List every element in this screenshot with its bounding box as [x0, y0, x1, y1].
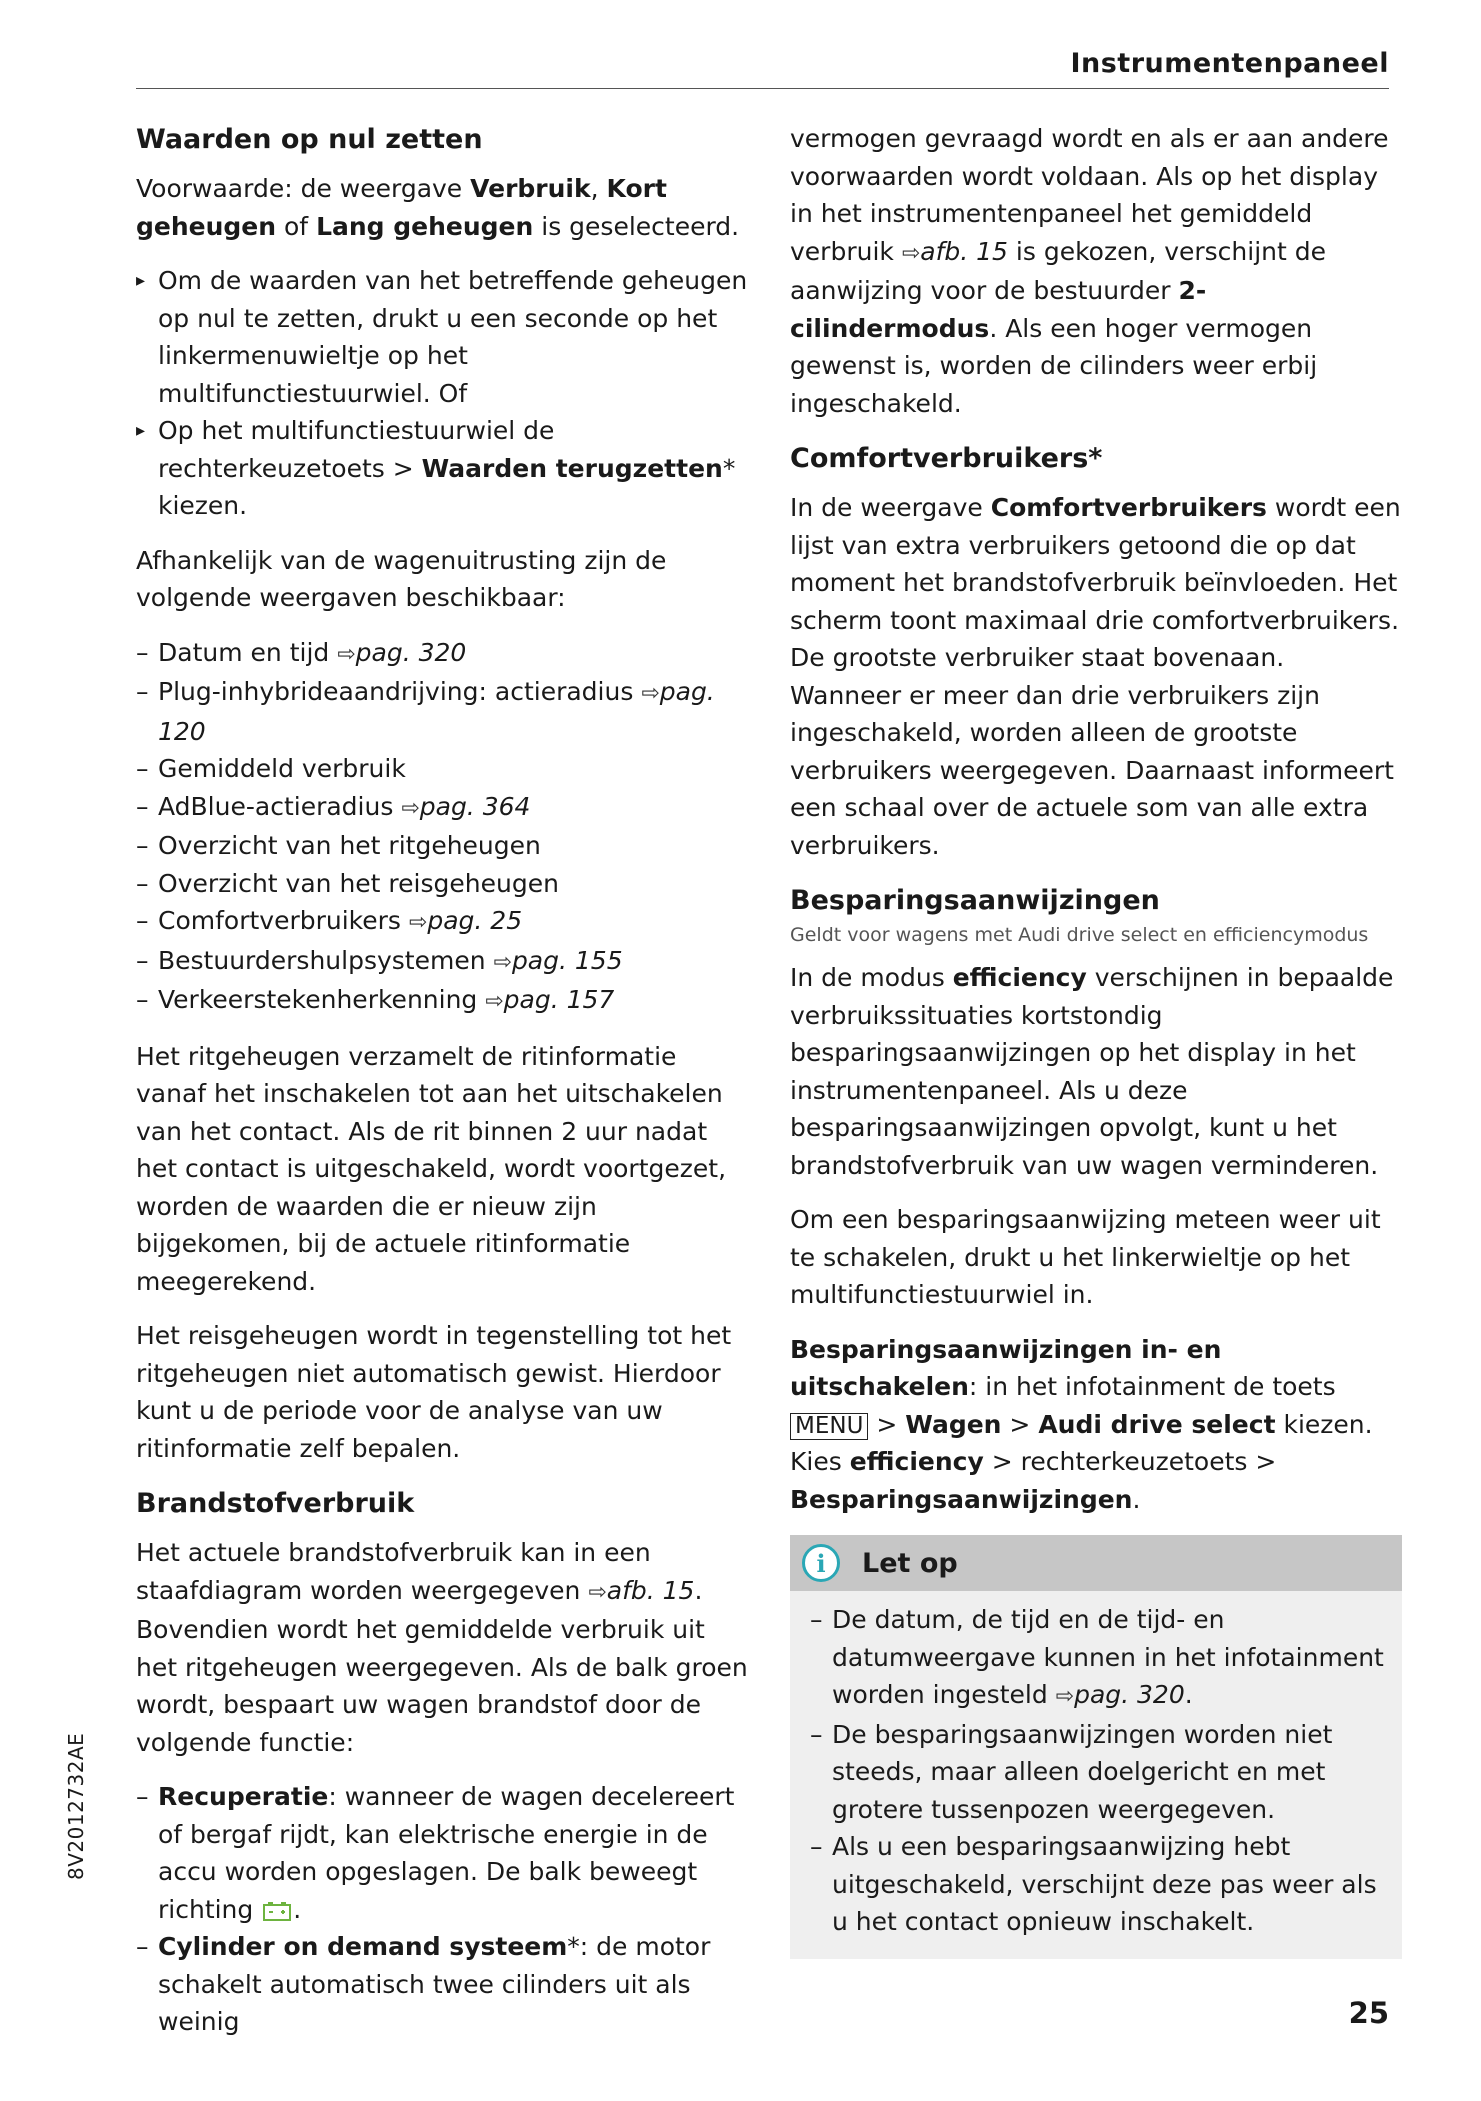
fuel-paragraph: Het actuele brandstofverbruik kan in een staafdiagram worden weergegeven ⇨afb. 15. Bovendien wordt het gemiddelde verbruik uit het ritgeheugen weergegeven. Als de balk groen wordt, bespaart uw wagen brandstof door de volgende functie: — [136, 1538, 748, 1757]
availability-paragraph: Afhankelijk van de wagenuitrusting zijn de volgende weergaven beschikbaar: — [136, 545, 667, 612]
header-rule — [136, 88, 1389, 89]
step-item: ▸ Op het multifunctiestuurwiel de rechterkeuzetoets > Waarden terugzetten* kiezen. — [136, 416, 736, 520]
left-column — [136, 120, 748, 2058]
step-item: ▸ Om de waarden van het betreffende geheugen op nul te zetten, drukt u een seconde op het linkermenuwieltje op het multifunctiestuurwiel. Of — [136, 266, 748, 408]
list-item: – Overzicht van het reisgeheugen — [136, 868, 559, 898]
dismiss-paragraph: Om een besparingsaanwijzing meteen weer uit te schakelen, drukt u het linkerwieltje op het multifunctiestuurwiel in. — [790, 1205, 1381, 1309]
list-item: – Overzicht van het ritgeheugen — [136, 831, 541, 860]
heading-reset: Waarden op nul zetten — [136, 124, 483, 155]
comfort-paragraph: In de weergave Comfortverbruikers wordt een lijst van extra verbruikers getoond die op dat moment het brandstofverbruik beïnvloeden. Het scherm toont maximaal drie comfortverbruikers. De grootste verbruiker staat bovenaan. Wanneer er meer dan drie verbruikers zijn ingeschakeld, worden alleen de grootste verbruikers weergegeven. Daarnaast informeert een schaal over de actuele som van alle extra verbruikers. — [790, 493, 1401, 860]
list-item: – Bestuurdershulpsystemen ⇨pag. 155 — [136, 945, 623, 975]
menu-key: MENU — [790, 1413, 868, 1440]
savings-applicability-note: Geldt voor wagens met Audi drive select en efficiencymodus — [790, 924, 1369, 946]
arrow-icon: ⇨ — [901, 240, 921, 266]
page-header-title: Instrumentenpaneel — [1070, 48, 1389, 79]
arrow-icon: ⇨ — [1055, 1684, 1075, 1709]
list-item: – Verkeerstekenherkenning ⇨pag. 157 — [136, 985, 615, 1014]
arrow-icon: ⇨ — [337, 641, 356, 667]
note-box — [790, 1535, 1402, 1959]
list-item: – Recuperatie: wanneer de wagen decelereert of bergaf rijdt, kan elektrische energie in de accu worden opgeslagen. De balk beweegt richting . — [136, 1782, 735, 1924]
note-list — [790, 1601, 1402, 1941]
list-item: – Plug-inhybrideaandrijving: actieradius ⇨pag. 120 — [136, 677, 715, 746]
note-box-title: Let op — [862, 1547, 958, 1579]
page-number: 25 — [1348, 1996, 1389, 2030]
condition-paragraph: Voorwaarde: de weergave Verbruik, Kort geheugen of Lang geheugen is geselecteerd. — [136, 174, 740, 241]
list-item: – Cylinder on demand systeem*: de motor schakelt automatisch twee cilinders uit als weinig — [136, 1932, 711, 2036]
battery-icon — [261, 1899, 293, 1923]
cylinder-continuation-paragraph: vermogen gevraagd wordt en als er aan andere voorwaarden wordt voldaan. Als op het display in het instrumentenpaneel het gemiddeld verbruik ⇨afb. 15 is gekozen, verschijnt de aanwijzing voor de bestuurder 2-cilindermodus. Als een hoger vermogen gewenst is, worden de cilinders weer erbij ingeschakeld. — [790, 124, 1389, 418]
trip-memory-paragraph: Het ritgeheugen verzamelt de ritinformatie vanaf het inschakelen tot aan het uitschakelen van het contact. Als de rit binnen 2 uur nadat het contact is uitgeschakeld, wordt voortgezet, worden de waarden die er nieuw zijn bijgekomen, bij de actuele ritinformatie meegerekend. — [136, 1041, 727, 1296]
heading-fuel: Brandstofverbruik — [136, 1488, 415, 1519]
display-list — [136, 634, 748, 1021]
arrow-icon: ⇨ — [641, 681, 660, 706]
info-icon: i — [802, 1544, 840, 1582]
list-item: – Datum en tijd ⇨pag. 320 — [136, 637, 467, 667]
reset-steps — [136, 262, 748, 525]
efficiency-paragraph: In de modus efficiency verschijnen in bepaalde verbruikssituaties kortstondig besparingsaanwijzingen op het display in het instrumentenpaneel. Als u deze besparingsaanwijzingen opvolgt, kunt u het brandstofverbruik van uw wagen verminderen. — [790, 963, 1394, 1180]
list-item: – Comfortverbruikers ⇨pag. 25 — [136, 906, 523, 935]
note-box-header — [790, 1535, 1402, 1591]
arrow-icon: ⇨ — [485, 989, 504, 1014]
arrow-icon: ⇨ — [408, 910, 428, 935]
heading-savings: Besparingsaanwijzingen — [790, 885, 1160, 916]
arrow-icon: ⇨ — [588, 1579, 607, 1605]
list-item: – De besparingsaanwijzingen worden niet steeds, maar alleen doelgericht en met grotere tussenpozen weergegeven. — [810, 1719, 1333, 1824]
heading-comfort: Comfortverbruikers* — [790, 443, 1103, 474]
list-item: – Gemiddeld verbruik — [136, 754, 406, 783]
list-item: – De datum, de tijd en de tijd- en datumweergave kunnen in het infotainment worden ingesteld ⇨pag. 320. — [810, 1605, 1384, 1709]
list-item: – Als u een besparingsaanwijzing hebt uitgeschakeld, verschijnt deze pas weer als u het contact opnieuw inschakelt. — [810, 1832, 1377, 1936]
document-code: 8V2012732AE — [64, 1732, 88, 1880]
right-column — [790, 120, 1402, 1959]
toggle-paragraph: Besparingsaanwijzingen in- en uitschakelen: in het infotainment de toets MENU > Wagen > Audi drive select kiezen. Kies efficiency > rechterkeuzetoets > Besparingsaanwijzingen. — [790, 1334, 1373, 1514]
arrow-icon: ⇨ — [493, 949, 512, 975]
arrow-icon: ⇨ — [401, 795, 420, 821]
list-item: – AdBlue-actieradius ⇨pag. 364 — [136, 791, 531, 821]
travel-memory-paragraph: Het reisgeheugen wordt in tegenstelling tot het ritgeheugen niet automatisch gewist. Hierdoor kunt u de periode voor de analyse van uw ritinformatie zelf bepalen. — [136, 1321, 732, 1463]
fuel-functions-list — [136, 1778, 748, 2041]
